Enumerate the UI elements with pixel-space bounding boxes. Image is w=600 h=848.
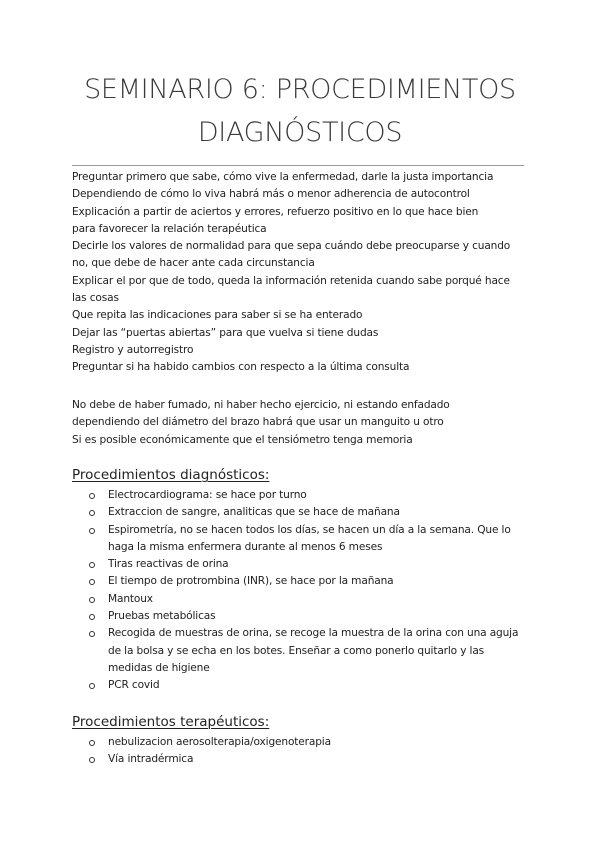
intro-paragraph: Preguntar si ha habido cambios con respecto a la última consulta: [72, 361, 410, 374]
list-item-text: Electrocardiograma: se hace por turno: [108, 489, 307, 501]
notes-block: [72, 397, 527, 449]
intro-paragraph: Explicación a partir de aciertos y errores, refuerzo positivo en lo que hace bien para favorecer la relación terapéutica: [72, 205, 479, 235]
list-item: [72, 608, 527, 625]
page-title: [0, 68, 600, 154]
hollow-bullet-icon: [89, 597, 95, 603]
hollow-bullet-icon: [89, 757, 95, 763]
hollow-bullet-icon: [89, 683, 95, 689]
diagnostic-heading: Procedimientos diagnósticos:: [72, 467, 270, 483]
hollow-bullet-icon: [89, 510, 95, 516]
therapeutic-list: [72, 734, 527, 769]
list-item-text: Vía intradérmica: [108, 753, 194, 766]
list-item-text: Recogida de muestras de orina, se recoge la muestra de la orina con una aguja de la bolsa y se echa en los botes. Enseñar a como ponerlo quitarlo y las medidas de higiene: [108, 627, 519, 674]
list-item: [72, 734, 527, 751]
list-item-text: nebulizacion aerosolterapia/oxigenoterapia: [108, 736, 331, 748]
list-item: [72, 573, 527, 590]
list-item-text: Extraccion de sangre, analiticas que se hace de mañana: [108, 506, 400, 519]
note-line: Si es posible económicamente que el tensiómetro tenga memoria: [72, 433, 413, 446]
list-item: [72, 625, 527, 677]
list-item-text: Mantoux: [108, 592, 153, 605]
intro-paragraph: Dependiendo de cómo lo viva habrá más o menor adherencia de autocontrol: [72, 188, 470, 201]
note-line: No debe de haber fumado, ni haber hecho ejercicio, ni estando enfadado: [72, 399, 450, 411]
intro-paragraph: Dejar las “puertas abiertas” para que vuelva si tiene dudas: [72, 326, 379, 339]
intro-block: [72, 169, 527, 377]
hollow-bullet-icon: [89, 631, 95, 637]
hollow-bullet-icon: [89, 493, 95, 499]
page-title-line-2: DIAGNÓSTICOS: [197, 117, 403, 148]
page-title-line-1: SEMINARIO 6: PROCEDIMIENTOS: [84, 74, 516, 105]
list-item: [72, 677, 527, 694]
therapeutic-heading: Procedimientos terapéuticos:: [72, 714, 270, 730]
intro-paragraph: Que repita las indicaciones para saber si se ha enterado: [72, 309, 363, 322]
list-item-text: PCR covid: [108, 679, 160, 692]
list-item: [72, 487, 527, 504]
diagnostic-list: [72, 487, 527, 695]
hollow-bullet-icon: [89, 614, 95, 620]
title-divider: [72, 165, 524, 166]
intro-paragraph: Preguntar primero que sabe, cómo vive la enfermedad, darle la justa importancia: [72, 171, 494, 183]
list-item-text: Espirometría, no se hacen todos los días, se hacen un día a la semana. Que lo haga la misma enfermera durante al menos 6 meses: [108, 523, 511, 553]
intro-paragraph: Decirle los valores de normalidad para que sepa cuándo debe preocuparse y cuando no, que debe de hacer ante cada circunstancia: [72, 240, 511, 270]
list-item-text: Tiras reactivas de orina: [108, 558, 229, 571]
intro-paragraph: Explicar el por que de todo, queda la información retenida cuando sabe porqué hace las cosas: [72, 274, 510, 305]
list-item: [72, 591, 527, 608]
list-item: [72, 751, 527, 768]
hollow-bullet-icon: [89, 528, 95, 534]
hollow-bullet-icon: [89, 740, 95, 746]
note-line: dependiendo del diámetro del brazo habrá que usar un manguito u otro: [72, 416, 444, 429]
list-item: [72, 522, 527, 557]
list-item: [72, 504, 527, 521]
intro-paragraph: Registro y autorregistro: [72, 343, 194, 356]
list-item-text: El tiempo de protrombina (INR), se hace por la mañana: [108, 575, 394, 588]
list-item: [72, 556, 527, 573]
hollow-bullet-icon: [89, 579, 95, 585]
list-item-text: Pruebas metabólicas: [108, 610, 216, 623]
hollow-bullet-icon: [89, 562, 95, 568]
